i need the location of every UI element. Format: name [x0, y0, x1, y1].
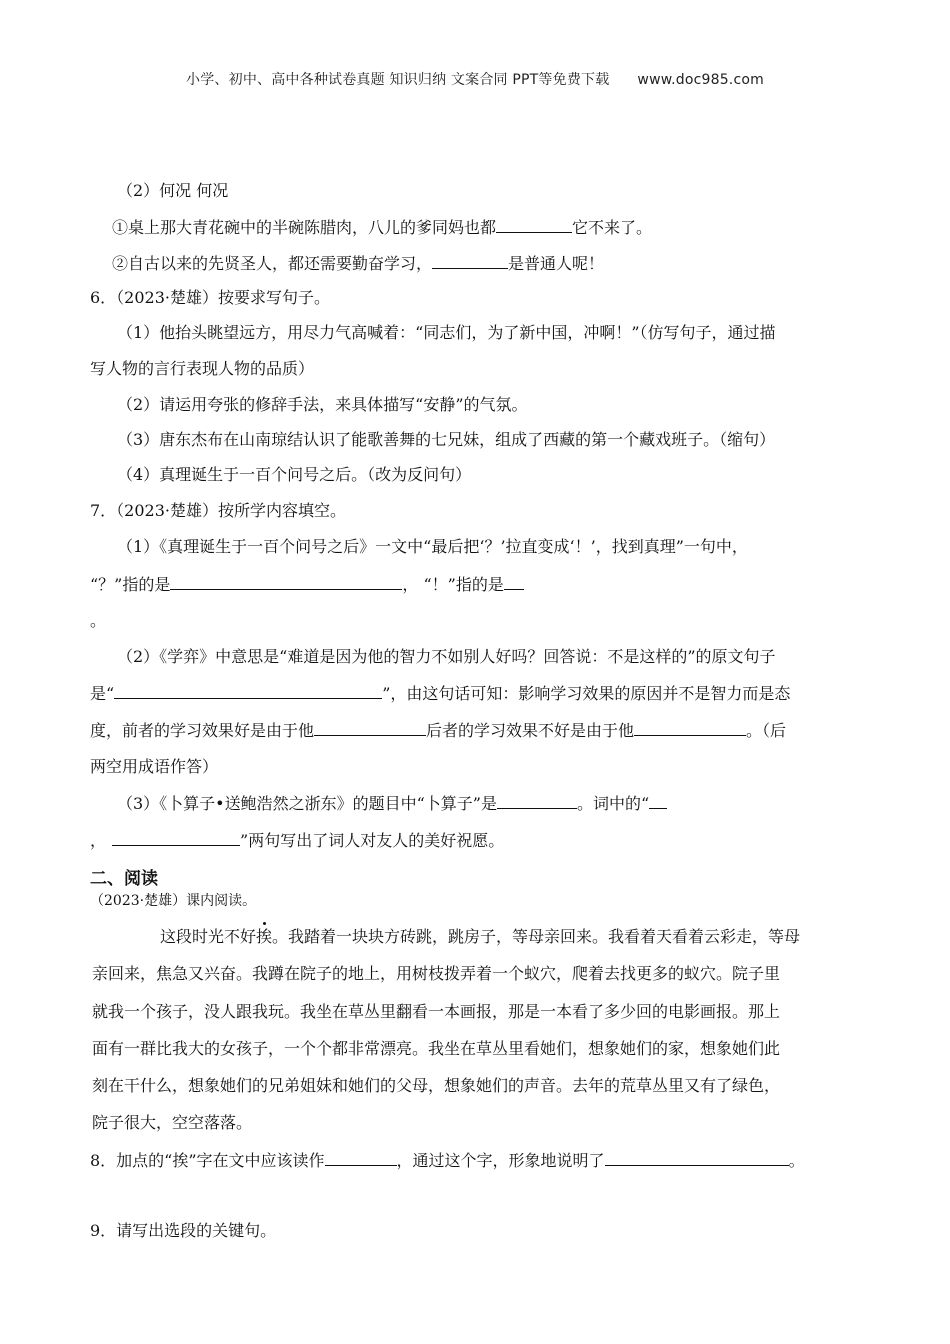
answer-blank[interactable] — [114, 683, 382, 699]
q7-part-1a: （1）《真理诞生于一百个问号之后》一文中“最后把‘？’拉直变成‘！’，找到真理”一句中， — [117, 537, 748, 556]
q8-text: 8．加点的“挨”字在文中应该读作 ，通过这个字，形象地说明了 。 — [90, 1151, 805, 1170]
q7-heading: 7．（2023·楚雄）按所学内容填空。 — [90, 501, 346, 520]
q9-text: 9．请写出选段的关键句。 — [90, 1221, 277, 1240]
q5-2-sentence-1: ①桌上那大青花碗中的半碗陈腊肉，八儿的爹同妈也都 它不来了。 — [112, 218, 653, 237]
passage-line-5: 刻在干什么，想象她们的兄弟姐妹和她们的父母，想象她们的声音。去年的荒草丛里又有了绿色， — [92, 1076, 781, 1095]
answer-blank[interactable] — [634, 720, 746, 736]
q7-part-3a: （3）《卜算子•送鲍浩然之浙东》的题目中“卜算子”是 。词中的“ — [117, 793, 667, 814]
page-header — [0, 69, 950, 89]
answer-blank[interactable] — [112, 830, 240, 846]
q6-heading: 6．（2023·楚雄）按要求写句子。 — [90, 288, 330, 307]
answer-blank[interactable] — [605, 1150, 789, 1166]
q6-part-3: （3）唐东杰布在山南琼结认识了能歌善舞的七兄妹，组成了西藏的第一个藏戏班子。（缩句） — [117, 430, 776, 449]
passage-line-2: 亲回来，焦急又兴奋。我蹲在院子的地上，用树枝拨弄着一个蚁穴，爬着去找更多的蚁穴。院子里 — [92, 964, 781, 983]
passage-line-1: 这段时光不好挨。我踏着一块块方砖跳，跳房子，等母亲回来。我看着天看着云彩走，等母 — [160, 927, 801, 946]
q7-part-1b: “？”指的是 ， “！”指的是 — [90, 574, 524, 595]
answer-blank[interactable] — [170, 574, 402, 590]
answer-blank[interactable] — [504, 574, 524, 590]
answer-blank[interactable] — [325, 1150, 397, 1166]
header-site: www.doc985.com — [637, 72, 764, 88]
q6-part-4: （4）真理诞生于一百个问号之后。（改为反问句） — [117, 465, 472, 484]
passage-line-4: 面有一群比我大的女孩子，一个个都非常漂亮。我坐在草丛里看她们，想象她们的家，想象她们此 — [92, 1039, 781, 1058]
header-text: 小学、初中、高中各种试卷真题 知识归纳 文案合同 PPT等免费下载 — [186, 72, 610, 88]
q7-part-2b: 是“ ”，由这句话可知：影响学习效果的原因并不是智力而是态 — [90, 684, 791, 703]
section-title: 二、阅读 — [90, 869, 158, 889]
q5-2-sentence-2: ②自古以来的先贤圣人，都还需要勤奋学习， 是普通人呢！ — [112, 254, 605, 273]
q7-part-2d: 两空用成语作答） — [90, 757, 219, 776]
section-source: （2023·楚雄）课内阅读。 — [90, 893, 257, 909]
answer-blank[interactable] — [497, 793, 577, 809]
q5-2-title: （2）何况 何况 — [117, 181, 229, 200]
q7-part-2c: 度，前者的学习效果好是由于他 后者的学习效果不好是由于他 。（后 — [90, 721, 787, 740]
q7-part-3b: ， ”两句写出了词人对友人的美好祝愿。 — [90, 831, 505, 850]
q6-part-2: （2）请运用夸张的修辞手法，来具体描写“安静”的气氛。 — [117, 395, 528, 414]
answer-blank[interactable] — [649, 793, 667, 809]
q6-part-1a: （1）他抬头眺望远方，用尽力气高喊着：“同志们，为了新中国，冲啊！”（仿写句子，通过描 — [117, 323, 776, 342]
q6-part-1b: 写人物的言行表现人物的品质） — [90, 359, 315, 378]
answer-blank[interactable] — [432, 253, 508, 269]
q7-part-2a: （2）《学弈》中意思是“难道是因为他的智力不如别人好吗？回答说：不是这样的”的原文句子 — [117, 647, 776, 666]
q7-part-1c: 。 — [90, 611, 107, 630]
dotted-character: 挨 — [256, 927, 273, 946]
passage-line-3: 就我一个孩子，没人跟我玩。我坐在草丛里翻看一本画报，那是一本看了多少回的电影画报。那上 — [92, 1002, 781, 1021]
answer-blank[interactable] — [314, 720, 426, 736]
answer-blank[interactable] — [496, 217, 572, 233]
passage-line-6: 院子很大，空空落落。 — [92, 1113, 253, 1132]
